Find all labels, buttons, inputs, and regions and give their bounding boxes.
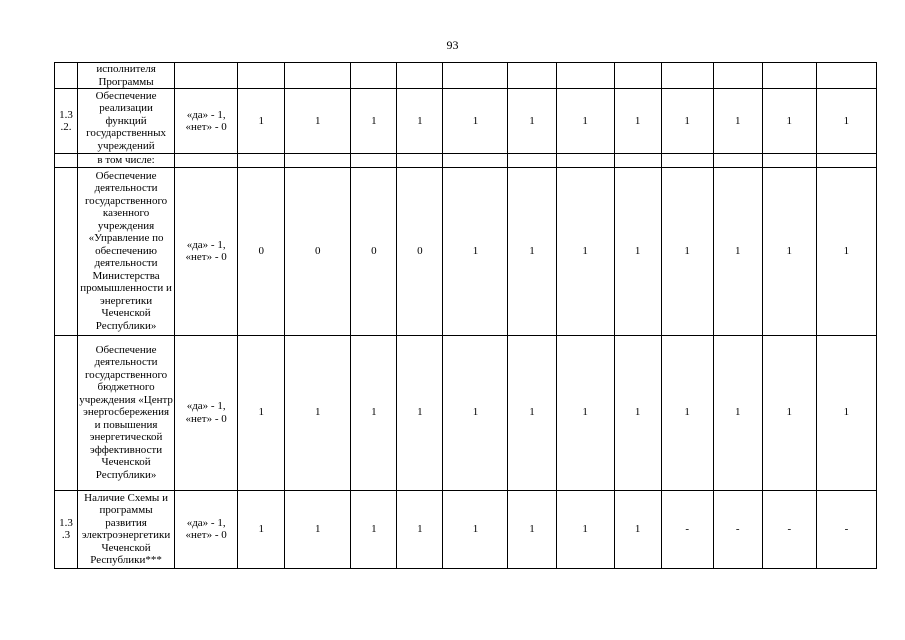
value-cell: 1 xyxy=(285,89,351,154)
value-cell xyxy=(614,154,661,168)
indicator-name: Наличие Схемы и программы развития электроэнергетики Чеченской Республики*** xyxy=(78,490,175,568)
value-cell: 0 xyxy=(351,167,397,335)
value-cell: 1 xyxy=(397,89,443,154)
row-number: 1.3 .3 xyxy=(55,490,78,568)
value-cell: 1 xyxy=(556,167,614,335)
table-row xyxy=(55,63,877,89)
row-number: 1.3 .2. xyxy=(55,89,78,154)
value-cell xyxy=(762,154,816,168)
unit-cell: «да» - 1, «нет» - 0 xyxy=(175,490,238,568)
value-cell: 1 xyxy=(508,167,556,335)
value-cell xyxy=(508,154,556,168)
value-cell: 1 xyxy=(661,335,713,490)
value-cell: 1 xyxy=(443,335,508,490)
value-cell: 1 xyxy=(661,167,713,335)
row-number xyxy=(55,63,78,89)
unit-cell: «да» - 1, «нет» - 0 xyxy=(175,89,238,154)
unit-cell: «да» - 1, «нет» - 0 xyxy=(175,335,238,490)
value-cell: 1 xyxy=(713,167,762,335)
unit-cell: «да» - 1, «нет» - 0 xyxy=(175,167,238,335)
value-cell: 1 xyxy=(661,89,713,154)
table-row xyxy=(55,167,877,335)
value-cell xyxy=(443,154,508,168)
indicator-name: Обеспечение реализации функций государственных учреждений xyxy=(78,89,175,154)
table-row xyxy=(55,335,877,490)
indicator-name: Обеспечение деятельности государственного бюджетного учреждения «Центр энергосбережения и повышения энергетической эффективности Чеченской Республики» xyxy=(78,335,175,490)
indicator-name: исполнителя Программы xyxy=(78,63,175,89)
unit-cell xyxy=(175,63,238,89)
value-cell: 1 xyxy=(238,490,285,568)
table-row xyxy=(55,89,877,154)
value-cell: 1 xyxy=(508,335,556,490)
value-cell xyxy=(443,63,508,89)
value-cell xyxy=(713,154,762,168)
page-number: 93 xyxy=(446,38,459,52)
value-cell: - xyxy=(816,490,876,568)
value-cell: - xyxy=(661,490,713,568)
value-cell: 1 xyxy=(443,490,508,568)
indicator-name: в том числе: xyxy=(78,154,175,168)
value-cell xyxy=(556,154,614,168)
value-cell xyxy=(661,63,713,89)
value-cell xyxy=(762,63,816,89)
value-cell: 1 xyxy=(614,167,661,335)
value-cell: 0 xyxy=(397,167,443,335)
value-cell: 1 xyxy=(614,335,661,490)
value-cell: 1 xyxy=(351,490,397,568)
value-cell: 1 xyxy=(508,89,556,154)
value-cell xyxy=(661,154,713,168)
value-cell xyxy=(397,63,443,89)
value-cell xyxy=(556,63,614,89)
value-cell: 0 xyxy=(238,167,285,335)
value-cell: 1 xyxy=(816,89,876,154)
value-cell: 1 xyxy=(762,167,816,335)
value-cell: 1 xyxy=(614,89,661,154)
value-cell xyxy=(816,63,876,89)
table-row xyxy=(55,154,877,168)
value-cell xyxy=(351,63,397,89)
row-number xyxy=(55,335,78,490)
value-cell: 1 xyxy=(713,89,762,154)
row-number xyxy=(55,154,78,168)
value-cell xyxy=(238,63,285,89)
value-cell: 1 xyxy=(556,335,614,490)
value-cell xyxy=(285,154,351,168)
table-row xyxy=(55,490,877,568)
value-cell: 1 xyxy=(556,490,614,568)
value-cell: 1 xyxy=(443,89,508,154)
value-cell xyxy=(285,63,351,89)
value-cell: 1 xyxy=(397,335,443,490)
value-cell: 1 xyxy=(816,167,876,335)
value-cell: 1 xyxy=(238,335,285,490)
indicators-table xyxy=(54,62,877,569)
value-cell: 1 xyxy=(508,490,556,568)
value-cell: 1 xyxy=(816,335,876,490)
value-cell xyxy=(238,154,285,168)
value-cell: 1 xyxy=(285,335,351,490)
unit-cell xyxy=(175,154,238,168)
value-cell: 1 xyxy=(713,335,762,490)
value-cell: 1 xyxy=(443,167,508,335)
value-cell: 1 xyxy=(556,89,614,154)
value-cell: 1 xyxy=(238,89,285,154)
value-cell xyxy=(614,63,661,89)
value-cell: 1 xyxy=(614,490,661,568)
value-cell: - xyxy=(713,490,762,568)
value-cell: 0 xyxy=(285,167,351,335)
value-cell xyxy=(397,154,443,168)
value-cell xyxy=(713,63,762,89)
value-cell: 1 xyxy=(285,490,351,568)
indicator-name: Обеспечение деятельности государственного казенного учреждения «Управление по обеспечению деятельности Министерства промышленности и энергетики Чеченской Республики» xyxy=(78,167,175,335)
value-cell xyxy=(816,154,876,168)
value-cell: 1 xyxy=(762,89,816,154)
value-cell: - xyxy=(762,490,816,568)
value-cell: 1 xyxy=(351,89,397,154)
value-cell: 1 xyxy=(762,335,816,490)
value-cell: 1 xyxy=(351,335,397,490)
value-cell xyxy=(508,63,556,89)
row-number xyxy=(55,167,78,335)
value-cell: 1 xyxy=(397,490,443,568)
value-cell xyxy=(351,154,397,168)
